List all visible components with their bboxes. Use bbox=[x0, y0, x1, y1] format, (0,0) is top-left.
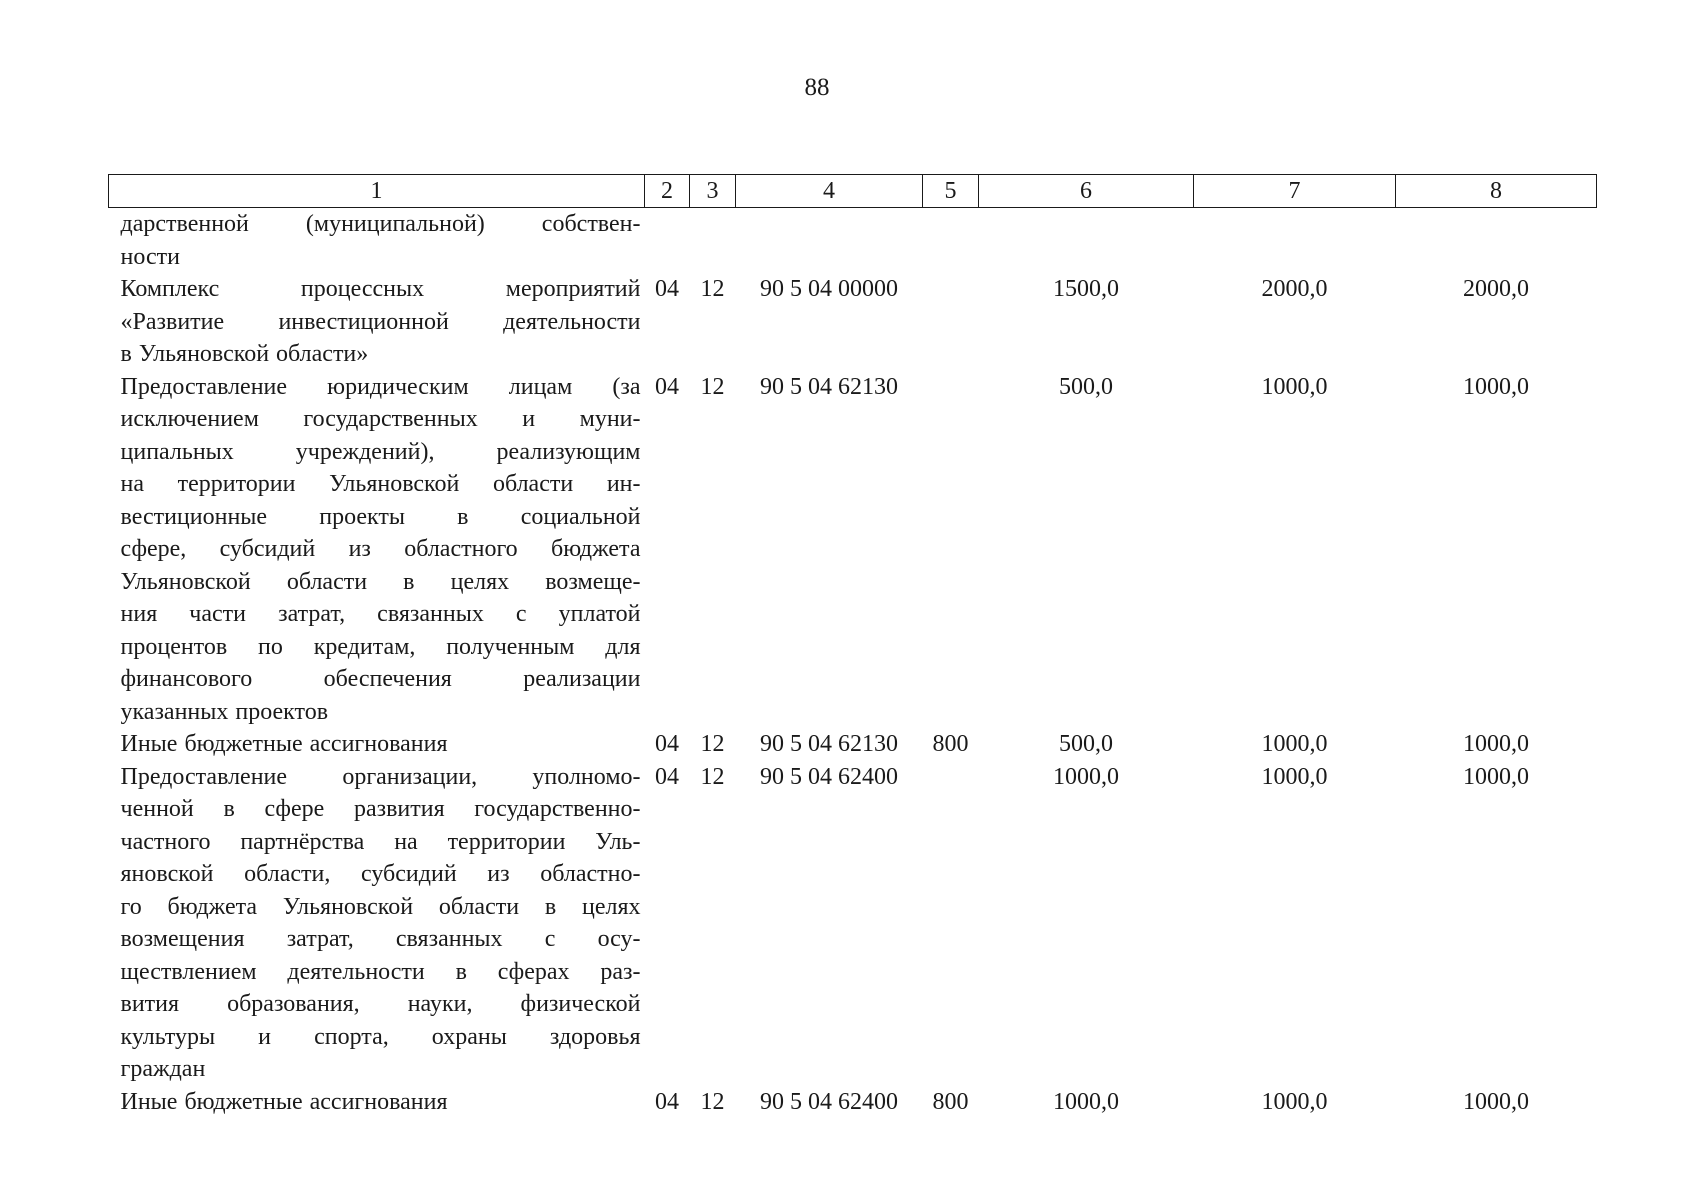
row-name-line: Предоставление организации, уполномо- bbox=[120, 763, 641, 790]
row-name-line: ществлением деятельности в сферах раз- bbox=[120, 958, 641, 985]
row-amount-year2: 2000,0 bbox=[1261, 276, 1328, 302]
row-expense-type: 800 bbox=[932, 1088, 969, 1115]
row-subsection: 12 bbox=[700, 373, 725, 400]
row-amount-year2: 1000,0 bbox=[1261, 373, 1328, 400]
row-section: 04 bbox=[655, 276, 679, 302]
row-amount-year2: 1000,0 bbox=[1261, 731, 1328, 757]
row-name bbox=[109, 273, 645, 371]
header-col-3: 3 bbox=[690, 175, 736, 208]
row-amount-year1: 1500,0 bbox=[1053, 276, 1119, 302]
table-row bbox=[109, 1086, 1597, 1119]
row-name-line: сфере, субсидий из областного бюджета bbox=[120, 536, 641, 562]
row-name-line: граждан bbox=[120, 1056, 206, 1082]
row-subsection: 12 bbox=[700, 1088, 725, 1115]
row-name bbox=[109, 1086, 645, 1119]
row-name bbox=[109, 761, 645, 1086]
row-amount-year1 bbox=[979, 208, 1194, 274]
row-target-article: 90 5 04 00000 bbox=[760, 276, 898, 302]
row-name-line: ния части затрат, связанных с уплатой bbox=[120, 601, 641, 627]
row-target-article: 90 5 04 62400 bbox=[760, 763, 898, 790]
row-name-line: в Ульяновской области» bbox=[120, 341, 369, 367]
row-name-line: Ульяновской области в целях возмеще- bbox=[120, 568, 641, 595]
row-amount-year2: 1000,0 bbox=[1261, 763, 1328, 790]
row-expense-type bbox=[923, 371, 979, 729]
row-amount-year3: 2000,0 bbox=[1463, 276, 1529, 302]
row-section: 04 bbox=[655, 373, 679, 400]
budget-table bbox=[108, 174, 1597, 1118]
row-amount-year2: 1000,0 bbox=[1261, 1088, 1328, 1115]
row-name bbox=[109, 371, 645, 729]
row-target-article: 90 5 04 62130 bbox=[760, 373, 898, 400]
row-name-line: го бюджета Ульяновской области в целях bbox=[120, 893, 641, 920]
table-row bbox=[109, 728, 1597, 761]
row-name-line: вестиционные проекты в социальной bbox=[120, 503, 641, 530]
table-row bbox=[109, 208, 1597, 274]
row-amount-year3: 1000,0 bbox=[1463, 763, 1529, 790]
header-col-8: 8 bbox=[1396, 175, 1597, 208]
row-name-line: «Развитие инвестиционной деятельности bbox=[120, 308, 641, 335]
row-amount-year1: 500,0 bbox=[1059, 731, 1113, 757]
row-name-line: дарственной (муниципальной) собствен- bbox=[120, 211, 641, 237]
row-amount-year3: 1000,0 bbox=[1463, 731, 1529, 757]
header-col-6: 6 bbox=[979, 175, 1194, 208]
row-section bbox=[645, 208, 690, 274]
row-subsection: 12 bbox=[700, 731, 725, 757]
row-expense-type: 800 bbox=[932, 731, 969, 757]
row-name-line: яновской области, субсидий из областно- bbox=[120, 861, 641, 887]
row-amount-year3: 1000,0 bbox=[1463, 373, 1529, 400]
row-name-line: Иные бюджетные ассигнования bbox=[120, 731, 448, 757]
header-col-2: 2 bbox=[645, 175, 690, 208]
row-name-line: вития образования, науки, физической bbox=[120, 991, 641, 1017]
row-name-line: Предоставление юридическим лицам (за bbox=[120, 373, 641, 400]
header-col-7: 7 bbox=[1194, 175, 1396, 208]
row-amount-year1: 1000,0 bbox=[1053, 1088, 1119, 1115]
row-name bbox=[109, 208, 645, 274]
header-col-1: 1 bbox=[109, 175, 645, 208]
row-name-line: финансового обеспечения реализации bbox=[120, 666, 641, 692]
row-subsection: 12 bbox=[700, 763, 725, 790]
row-target-article: 90 5 04 62400 bbox=[760, 1088, 898, 1115]
row-expense-type bbox=[923, 273, 979, 371]
table-body bbox=[109, 208, 1597, 1119]
page-number: 88 bbox=[804, 74, 830, 101]
row-subsection bbox=[690, 208, 736, 274]
row-section: 04 bbox=[655, 731, 679, 757]
row-expense-type bbox=[923, 761, 979, 1086]
row-name bbox=[109, 728, 645, 761]
row-expense-type bbox=[923, 208, 979, 274]
row-amount-year3 bbox=[1396, 208, 1597, 274]
row-name-line: на территории Ульяновской области ин- bbox=[120, 471, 641, 497]
row-name-line: процентов по кредитам, полученным для bbox=[120, 633, 641, 660]
row-name-line: ности bbox=[120, 243, 180, 270]
row-name-line: культуры и спорта, охраны здоровья bbox=[120, 1023, 641, 1050]
row-section: 04 bbox=[655, 1088, 679, 1115]
row-name-line: указанных проектов bbox=[120, 698, 329, 725]
row-name-line: Иные бюджетные ассигнования bbox=[120, 1088, 448, 1115]
table-row bbox=[109, 273, 1597, 371]
row-name-line: ципальных учреждений), реализующим bbox=[120, 438, 641, 465]
row-name-line: Комплекс процессных мероприятий bbox=[120, 276, 641, 302]
header-row bbox=[109, 175, 1597, 208]
table-row bbox=[109, 761, 1597, 1086]
row-section: 04 bbox=[655, 763, 679, 790]
row-amount-year2 bbox=[1194, 208, 1396, 274]
row-name-line: возмещения затрат, связанных с осу- bbox=[120, 926, 641, 952]
row-subsection: 12 bbox=[700, 276, 725, 302]
row-name-line: исключением государственных и муни- bbox=[120, 406, 641, 432]
row-amount-year1: 1000,0 bbox=[1053, 763, 1119, 790]
row-amount-year1: 500,0 bbox=[1059, 373, 1113, 400]
row-target-article: 90 5 04 62130 bbox=[760, 731, 898, 757]
header-col-4: 4 bbox=[736, 175, 923, 208]
table-header bbox=[109, 175, 1597, 208]
table-row bbox=[109, 371, 1597, 729]
row-target-article bbox=[736, 208, 923, 274]
row-name-line: ченной в сфере развития государственно- bbox=[120, 796, 641, 822]
row-name-line: частного партнёрства на территории Уль- bbox=[120, 828, 641, 855]
header-col-5: 5 bbox=[923, 175, 979, 208]
row-amount-year3: 1000,0 bbox=[1463, 1088, 1529, 1115]
